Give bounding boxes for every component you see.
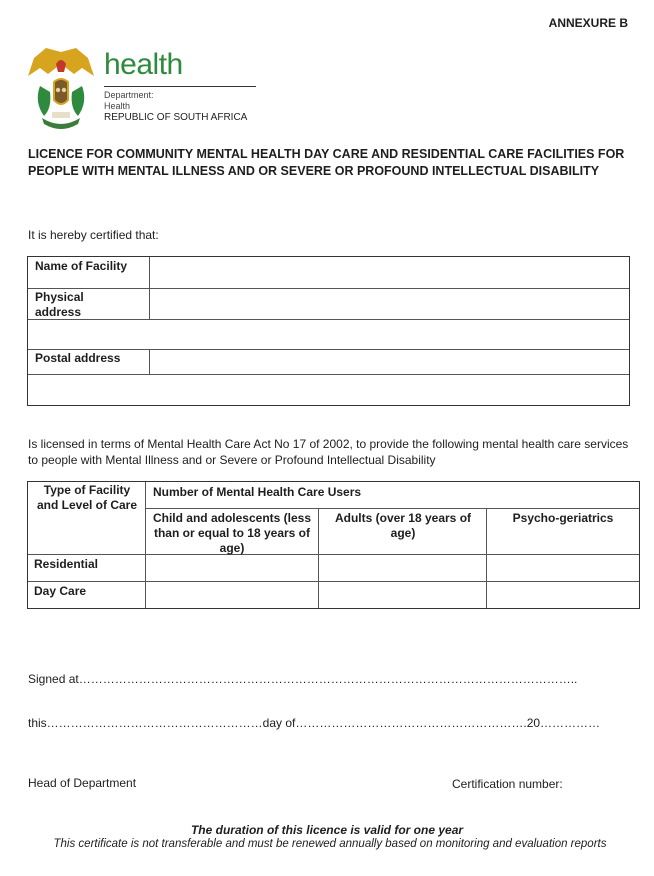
licensed-terms-text: Is licensed in terms of Mental Health Care Act No 17 of 2002, to provide the following mental health care services to people with Mental Illness and or Severe or Profound Intellectual Disability [28, 437, 629, 467]
licence-duration-note: The duration of this licence is valid for one year [190, 823, 464, 837]
column-divider [486, 508, 487, 608]
residential-row-label: Residential [34, 557, 99, 571]
certification-number-label: Certification number: [452, 777, 563, 791]
column-divider [149, 257, 150, 319]
document-title: LICENCE FOR COMMUNITY MENTAL HEALTH DAY CARE AND RESIDENTIAL CARE FACILITIES FOR PEOPLE WITH MENTAL ILLNESS AND OR SEVERE OR PROFOUND INTELLECTUAL DISABILITY [28, 147, 625, 178]
department-line-3: REPUBLIC OF SOUTH AFRICA [104, 112, 248, 123]
child-adolescents-header: Child and adolescents (less than or equal to 18 years of age) [152, 511, 312, 555]
physical-address-label: Physical address [35, 290, 84, 319]
department-line-1: Department: [104, 90, 154, 100]
column-divider [149, 349, 150, 375]
facility-details-table [27, 256, 630, 406]
column-divider [318, 508, 319, 608]
logo-divider [104, 86, 256, 87]
number-of-users-header: Number of Mental Health Care Users [153, 485, 362, 499]
adults-header: Adults (over 18 years of age) [334, 511, 472, 540]
services-table [27, 481, 640, 609]
type-of-facility-header: Type of Facility and Level of Care [36, 483, 138, 512]
address-continuation-row [28, 319, 629, 350]
coat-of-arms-logo [26, 46, 96, 132]
date-line: this………………………………………………day of………………………………………………….20…………… [28, 716, 601, 730]
row-divider [28, 554, 639, 555]
department-line-2: Health [104, 101, 131, 111]
row-divider [145, 508, 639, 509]
day-care-row-label: Day Care [34, 584, 87, 598]
signed-at-line: Signed at…………………………………………………………………………………………………………….. [28, 672, 578, 686]
physical-address-row [28, 288, 629, 320]
head-of-department-label: Head of Department [28, 776, 137, 790]
transferability-note: This certificate is not transferable and must be renewed annually based on monitoring and evaluation reports [53, 838, 607, 850]
certified-text: It is hereby certified that: [28, 228, 159, 242]
psycho-geriatrics-header: Psycho-geriatrics [512, 511, 614, 525]
row-divider [28, 581, 639, 582]
annexure-label: ANNEXURE B [548, 16, 628, 30]
postal-address-label: Postal address [35, 351, 121, 365]
column-divider [145, 482, 146, 608]
name-of-facility-label: Name of Facility [35, 259, 128, 273]
brand-wordmark: health [104, 48, 183, 81]
